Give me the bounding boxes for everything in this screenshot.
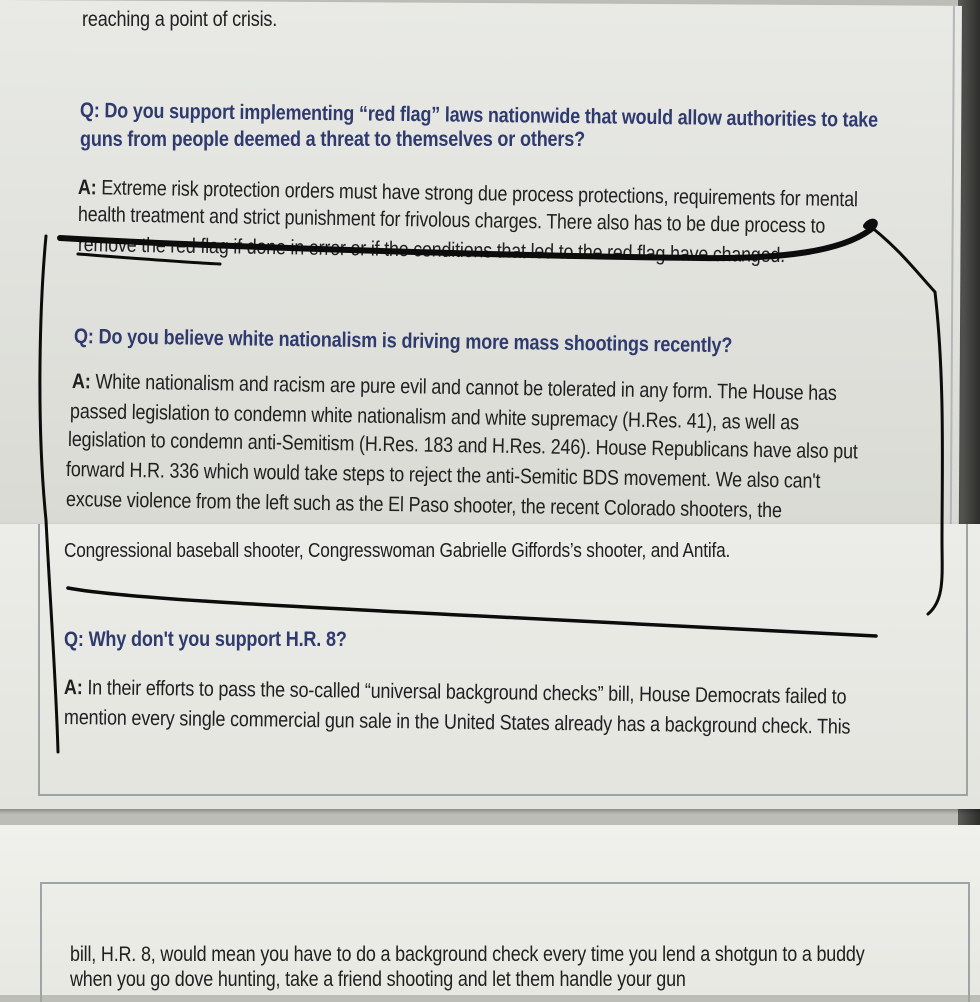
- answer-red-flag-line-3: remove the red flag if done in error or if the conditions that led to the red flag have changed.: [77, 233, 786, 268]
- answer-text: White nationalism and racism are pure evil and cannot be tolerated in any form. The House has: [90, 370, 837, 406]
- answer-wn-line-3: legislation to condemn anti-Semitism (H.Res. 183 and H.Res. 246). House Republicans have also put: [67, 428, 858, 464]
- answer-text: Extreme risk protection orders must have strong due process protections, requirements for mental: [96, 176, 858, 212]
- answer-label: A:: [63, 676, 83, 700]
- question-red-flag-cont: guns from people deemed a threat to themselves or others?: [80, 128, 586, 151]
- answer-wn-line-5: excuse violence from the left such as the El Paso shooter, the recent Colorado shooters, the: [65, 488, 782, 523]
- answer-red-flag-line-2: health treatment and strict punishment for frivolous charges. There also has to be due process to: [77, 203, 826, 238]
- answer-wn-continuation: Congressional baseball shooter, Congresswoman Gabrielle Giffords’s shooter, and Antifa.: [64, 540, 731, 562]
- answer-text: In their efforts to pass the so-called “universal background checks” bill, House Democrats failed to: [82, 676, 847, 709]
- answer-label: A:: [71, 370, 91, 394]
- bottom-line-1: bill, H.R. 8, would mean you have to do a background check every time you lend a shotgun to a buddy: [70, 943, 865, 966]
- answer-hr8-line-2: mention every single commercial gun sale in the United States already has a background check. This: [63, 706, 851, 739]
- answer-wn-line-2: passed legislation to condemn white nationalism and white supremacy (H.Res. 41), as well as: [69, 400, 800, 435]
- sheet-frame: [38, 524, 968, 796]
- answer-wn-line-4: forward H.R. 336 which would take steps to reject the anti-Semitic BDS movement. We also can't: [65, 458, 821, 493]
- bottom-line-2: when you go dove hunting, take a friend shooting and let them handle your gun: [70, 968, 686, 991]
- question-white-nationalism: Q: Do you believe white nationalism is driving more mass shootings recently?: [73, 325, 733, 358]
- answer-label: A:: [77, 176, 97, 200]
- question-red-flag: Q: Do you support implementing “red flag” laws nationwide that would allow authorities to take: [79, 99, 879, 132]
- top-line: reaching a point of crisis.: [82, 8, 278, 31]
- question-hr8: Q: Why don't you support H.R. 8?: [64, 628, 347, 651]
